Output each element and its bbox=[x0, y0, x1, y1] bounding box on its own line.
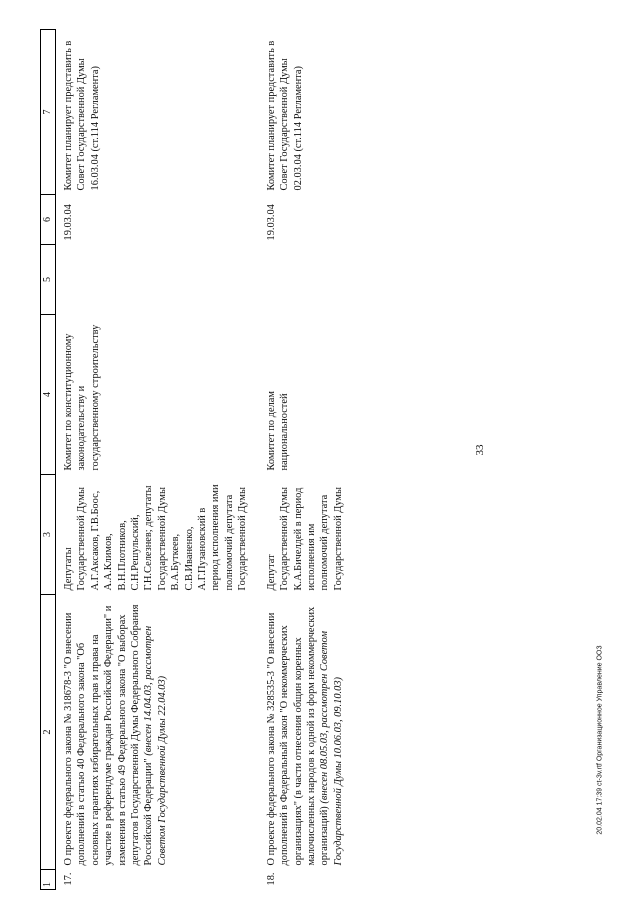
bill-title: О проекте федерального закона № 328535-3 bbox=[265, 671, 277, 866]
bill-title-text: "О внесении дополнений в Федеральный закон "О некоммерческих организациях" (в части отнесения общин коренных малочисленных народов к одной из форм некоммерческих организаций) bbox=[265, 606, 331, 866]
bill-date: 19.03.04 bbox=[265, 204, 277, 241]
table-row bbox=[56, 30, 251, 890]
row-number: 18. bbox=[265, 872, 277, 886]
bill-plan: Комитет планирует представить в Совет Государственной Думы 16.03.04 (ст.114 Регламента) bbox=[63, 40, 101, 191]
header-cell-5: 5 bbox=[41, 245, 56, 315]
bills-table bbox=[40, 30, 640, 890]
bill-plan: Комитет планирует представить в Совет Государственной Думы 02.03.04 (ст.114 Регламента) bbox=[265, 40, 304, 191]
rotated-page bbox=[40, 30, 640, 890]
bill-committee: Комитет по делам национальностей bbox=[265, 391, 291, 471]
header-cell-4: 4 bbox=[41, 315, 56, 475]
header-cell-3: 3 bbox=[41, 475, 56, 595]
header-cell-1: 1 bbox=[41, 870, 56, 890]
header-cell-2: 2 bbox=[41, 595, 56, 870]
bill-committee: Комитет по конституционному законодательству и государственному строительству bbox=[63, 324, 101, 471]
bill-title-text: "О внесении дополнений в статью 40 Федерального закона "Об основных гарантиях избирательных прав и права на участие в референдуме граждан Российской Федерации" и изменения в статью 49 Федерального закона "О выборах депутатов Государственной Думы Федерального Собрания Российской Федерации" bbox=[63, 604, 155, 866]
bill-title: О проекте федерального закона № 318678-3 bbox=[63, 671, 74, 866]
table-header-row bbox=[41, 30, 56, 890]
bill-description bbox=[56, 595, 251, 870]
header-cell-7: 7 bbox=[41, 30, 56, 195]
bill-description bbox=[251, 595, 346, 870]
bill-authors: Депутат Государственной Думы К.А.Бичелдей в период исполнения им полномочий депутата Государственной Думы bbox=[265, 487, 344, 591]
bill-date: 19.03.04 bbox=[63, 204, 74, 241]
bill-col5 bbox=[56, 245, 251, 315]
bill-col5 bbox=[251, 245, 346, 315]
table-row bbox=[251, 30, 346, 890]
bill-note: (внесен 14.04.03, рассмотрен Советом Государственной Думы 22.04.03) bbox=[143, 625, 168, 866]
bill-note: (внесен 08.05.03, рассмотрен Советом Государственной Думы 10.06.03, 09.10.03) bbox=[319, 631, 344, 866]
row-number: 17. bbox=[63, 872, 74, 886]
footer-text: 20.02.04 17:39 ct-3v.rtf Организационное Управление ООЗ bbox=[596, 645, 604, 835]
bill-authors: Депутаты Государственной Думы А.Г.Аксаков, Г.В.Боос, А.А.Климов, В.Н.Плотников, С.Н.Решульский, Г.Н.Селезнев; депутаты Государственной Думы В.А.Буткеев, С.В.Иваненко, А.Г.Пузановский в период исполнения ими полномочий депутата Государственной Думы bbox=[63, 484, 249, 591]
page-number: 33 bbox=[474, 444, 486, 456]
header-cell-6: 6 bbox=[41, 195, 56, 245]
